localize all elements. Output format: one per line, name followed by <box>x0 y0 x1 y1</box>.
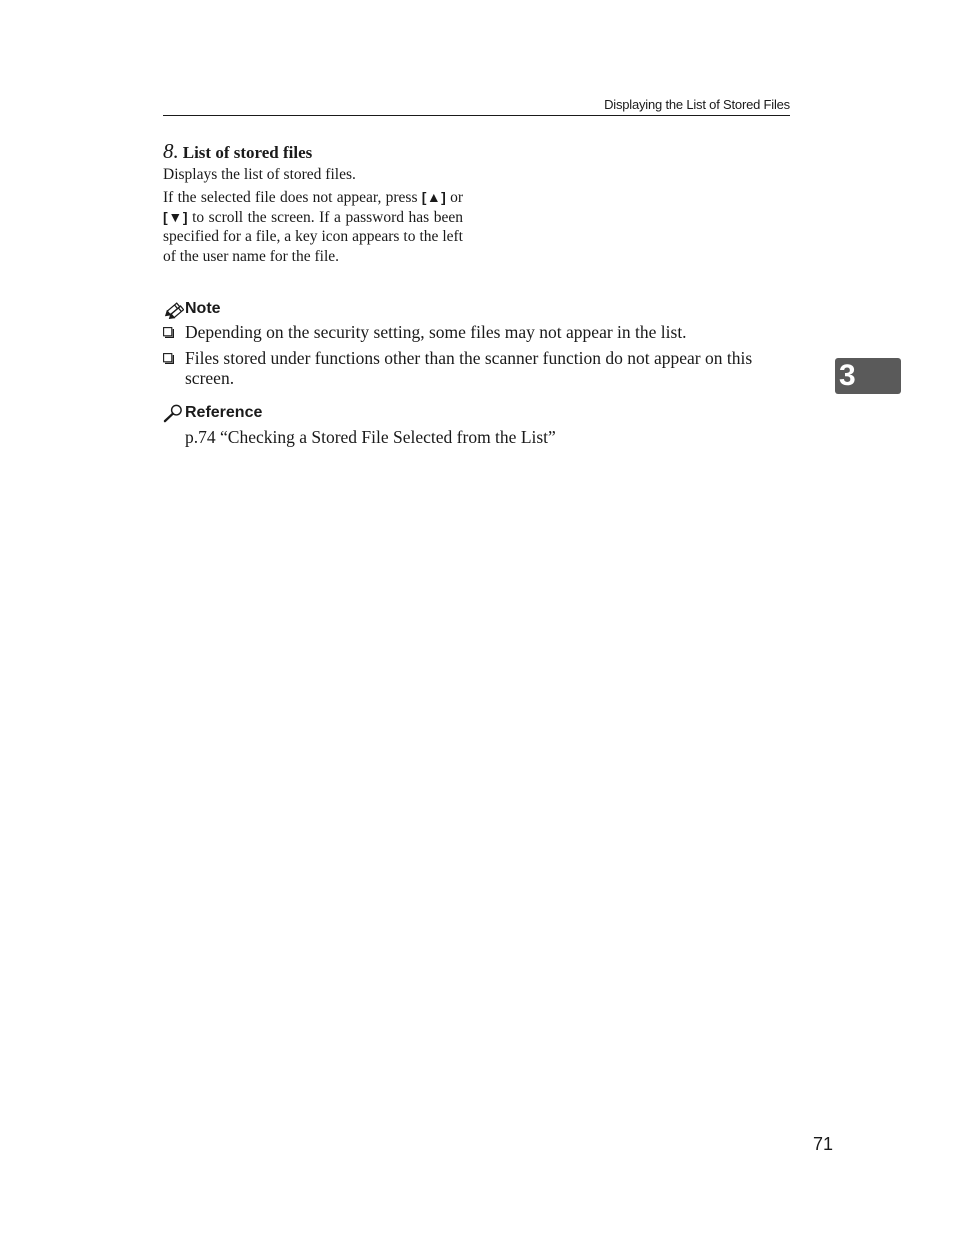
checkbox-icon <box>163 353 174 364</box>
chapter-tab <box>835 358 901 394</box>
item-heading <box>163 139 312 164</box>
up-key-label: [▲] <box>421 189 446 205</box>
item-detail-or: or <box>450 189 464 206</box>
running-header <box>163 96 790 116</box>
item-description: Displays the list of stored files. <box>163 166 356 183</box>
magnifier-icon <box>163 403 184 423</box>
note-item <box>163 348 793 389</box>
note-list <box>163 322 793 394</box>
down-key-label: [▼] <box>163 208 188 225</box>
note-heading-label: Note <box>185 300 221 317</box>
note-item-text: Depending on the security setting, some files may not appear in the list. <box>185 322 687 342</box>
pencil-icon <box>163 299 184 319</box>
item-detail-text-1: If the selected file does not appear, press <box>163 189 418 206</box>
running-header-title: Displaying the List of Stored Files <box>604 97 790 112</box>
note-item-text: Files stored under functions other than the scanner function do not appear on this screen. <box>185 347 753 388</box>
reference-link[interactable]: p.74 “Checking a Stored File Selected from the List” <box>185 427 556 447</box>
item-detail <box>163 188 463 266</box>
reference-heading <box>163 402 262 424</box>
chapter-tab-label: 3 <box>839 359 856 392</box>
item-number: 8. <box>163 139 179 163</box>
item-title: List of stored files <box>182 143 313 162</box>
note-heading <box>163 298 221 320</box>
page-number: 71 <box>813 1134 834 1154</box>
checkbox-icon <box>163 327 174 338</box>
note-item <box>163 322 793 343</box>
reference-heading-label: Reference <box>185 404 263 421</box>
item-detail-text-2: to scroll the screen. If a password has been specified for a file, a key icon appears to the left of the user name for the file. <box>163 208 464 265</box>
